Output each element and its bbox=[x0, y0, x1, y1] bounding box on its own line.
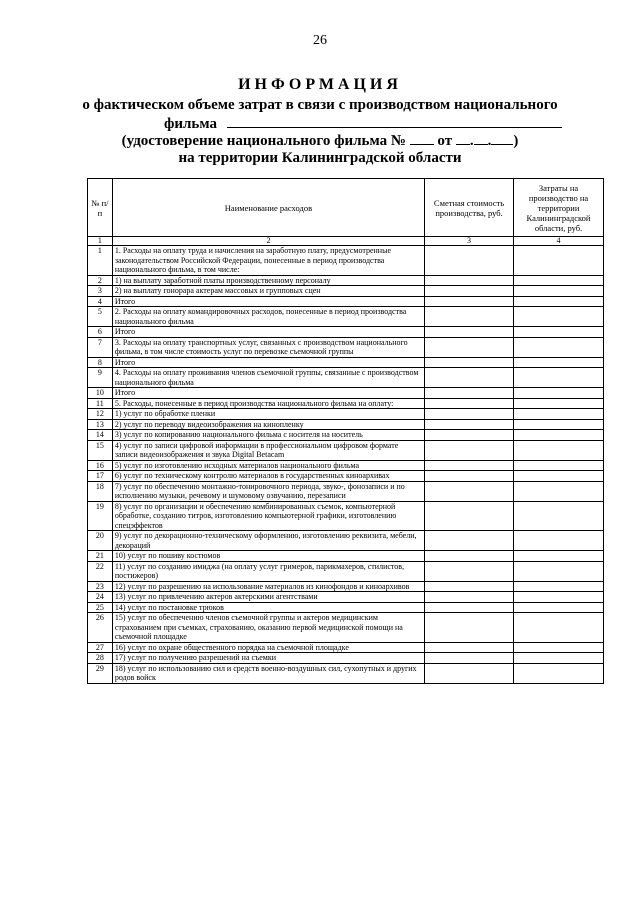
row-cost-cell[interactable] bbox=[514, 501, 604, 531]
table-row bbox=[88, 307, 604, 327]
row-cost-cell[interactable] bbox=[514, 440, 604, 460]
row-cost-cell[interactable] bbox=[514, 337, 604, 357]
row-number: 9 bbox=[88, 368, 113, 388]
table-row bbox=[88, 642, 604, 653]
document-subtitle: о фактическом объеме затрат в связи с производством национального bbox=[82, 97, 558, 113]
row-number: 18 bbox=[88, 481, 113, 501]
region-line: на территории Калининградской области bbox=[178, 150, 462, 166]
table-row bbox=[88, 663, 604, 683]
row-cost-cell[interactable] bbox=[514, 653, 604, 664]
certificate-number-blank bbox=[410, 131, 434, 145]
header-name: Наименование расходов bbox=[112, 179, 424, 237]
row-cost-cell[interactable] bbox=[514, 481, 604, 501]
row-estimate-cell[interactable] bbox=[425, 642, 514, 653]
row-estimate-cell[interactable] bbox=[425, 275, 514, 286]
row-number: 15 bbox=[88, 440, 113, 460]
row-expense-name: 11) услуг по созданию имиджа (на оплату услуг гримеров, парикмахеров, стилистов, постижеров) bbox=[112, 561, 424, 581]
row-estimate-cell[interactable] bbox=[425, 327, 514, 338]
table-row bbox=[88, 419, 604, 430]
certificate-month-blank bbox=[474, 131, 488, 145]
row-expense-name: 16) услуг по охране общественного порядка на съемочной площадке bbox=[112, 642, 424, 653]
row-cost-cell[interactable] bbox=[514, 663, 604, 683]
row-cost-cell[interactable] bbox=[514, 398, 604, 409]
row-estimate-cell[interactable] bbox=[425, 653, 514, 664]
row-expense-name: 18) услуг по использованию сил и средств военно-воздушных сил, сухопутных и других родов войск bbox=[112, 663, 424, 683]
table-row bbox=[88, 460, 604, 471]
table-row bbox=[88, 430, 604, 441]
row-number: 8 bbox=[88, 357, 113, 368]
table-row bbox=[88, 551, 604, 562]
row-number: 6 bbox=[88, 327, 113, 338]
row-number: 29 bbox=[88, 663, 113, 683]
table-row bbox=[88, 275, 604, 286]
row-expense-name: 6) услуг по техническому контролю материалов в государственных киноархивах bbox=[112, 471, 424, 482]
header-costs: Затраты на производство на территории Калининградской области, руб. bbox=[514, 179, 604, 237]
row-estimate-cell[interactable] bbox=[425, 398, 514, 409]
row-estimate-cell[interactable] bbox=[425, 613, 514, 643]
row-cost-cell[interactable] bbox=[514, 531, 604, 551]
row-estimate-cell[interactable] bbox=[425, 296, 514, 307]
row-number: 10 bbox=[88, 388, 113, 399]
table-row bbox=[88, 368, 604, 388]
row-cost-cell[interactable] bbox=[514, 602, 604, 613]
row-number: 14 bbox=[88, 430, 113, 441]
certificate-from-label: от bbox=[437, 133, 453, 149]
row-estimate-cell[interactable] bbox=[425, 388, 514, 399]
table-row bbox=[88, 296, 604, 307]
table-row bbox=[88, 409, 604, 420]
row-estimate-cell[interactable] bbox=[425, 409, 514, 420]
row-estimate-cell[interactable] bbox=[425, 501, 514, 531]
table-row bbox=[88, 531, 604, 551]
closing-paren: ) bbox=[513, 133, 519, 149]
row-expense-name: 1) на выплату заработной платы производственному персоналу bbox=[112, 275, 424, 286]
row-estimate-cell[interactable] bbox=[425, 481, 514, 501]
row-cost-cell[interactable] bbox=[514, 286, 604, 297]
row-expense-name: Итого bbox=[112, 327, 424, 338]
row-number: 20 bbox=[88, 531, 113, 551]
row-cost-cell[interactable] bbox=[514, 388, 604, 399]
row-cost-cell[interactable] bbox=[514, 357, 604, 368]
table-row bbox=[88, 337, 604, 357]
table-row bbox=[88, 602, 604, 613]
row-expense-name: 1) услуг по обработке пленки bbox=[112, 409, 424, 420]
row-expense-name: 12) услуг по разрешению на использование материалов из кинофондов и киноархивов bbox=[112, 581, 424, 592]
row-expense-name: 5. Расходы, понесенные в период производства национального фильма на оплату: bbox=[112, 398, 424, 409]
row-cost-cell[interactable] bbox=[514, 613, 604, 643]
row-cost-cell[interactable] bbox=[514, 409, 604, 420]
row-expense-name: 15) услуг по обеспечению членов съемочной группы и актеров медицинским страхованием при съемках, страхованию, оказанию первой медицинской помощи на съемочной площадке bbox=[112, 613, 424, 643]
column-number: 4 bbox=[514, 237, 604, 246]
row-number: 11 bbox=[88, 398, 113, 409]
table-row bbox=[88, 388, 604, 399]
row-number: 2 bbox=[88, 275, 113, 286]
row-cost-cell[interactable] bbox=[514, 307, 604, 327]
row-number: 16 bbox=[88, 460, 113, 471]
row-cost-cell[interactable] bbox=[514, 642, 604, 653]
table-row bbox=[88, 501, 604, 531]
column-number: 2 bbox=[112, 237, 424, 246]
film-name-blank bbox=[227, 114, 562, 128]
row-expense-name: 4. Расходы на оплату проживания членов съемочной группы, связанные с производством национального фильма bbox=[112, 368, 424, 388]
row-estimate-cell[interactable] bbox=[425, 561, 514, 581]
row-expense-name: 13) услуг по привлечению актеров актерскими агентствами bbox=[112, 592, 424, 603]
row-expense-name: 4) услуг по записи цифровой информации в профессиональном цифровом формате записи видеоизображения и звука Digital Betacam bbox=[112, 440, 424, 460]
row-number: 1 bbox=[88, 246, 113, 276]
row-number: 12 bbox=[88, 409, 113, 420]
row-expense-name: 3. Расходы на оплату транспортных услуг, связанных с производством национального фильма, в том числе стоимость услуг по перевозке съемочной группы bbox=[112, 337, 424, 357]
row-estimate-cell[interactable] bbox=[425, 368, 514, 388]
row-number: 17 bbox=[88, 471, 113, 482]
row-cost-cell[interactable] bbox=[514, 327, 604, 338]
row-expense-name: Итого bbox=[112, 388, 424, 399]
row-expense-name: 2) услуг по переводу видеоизображения на кинопленку bbox=[112, 419, 424, 430]
table-row bbox=[88, 327, 604, 338]
row-number: 3 bbox=[88, 286, 113, 297]
row-estimate-cell[interactable] bbox=[425, 419, 514, 430]
column-number: 1 bbox=[88, 237, 113, 246]
row-cost-cell[interactable] bbox=[514, 592, 604, 603]
row-number: 28 bbox=[88, 653, 113, 664]
table-row bbox=[88, 286, 604, 297]
table-row bbox=[88, 481, 604, 501]
row-number: 24 bbox=[88, 592, 113, 603]
row-cost-cell[interactable] bbox=[514, 471, 604, 482]
row-cost-cell[interactable] bbox=[514, 581, 604, 592]
row-expense-name: Итого bbox=[112, 296, 424, 307]
table-row bbox=[88, 561, 604, 581]
certificate-label: (удостоверение национального фильма № bbox=[121, 133, 406, 149]
table-row bbox=[88, 440, 604, 460]
table-header-row bbox=[88, 179, 604, 237]
table-row bbox=[88, 592, 604, 603]
date-dot-1: . bbox=[469, 133, 474, 149]
row-estimate-cell[interactable] bbox=[425, 663, 514, 683]
header-estimate: Сметная стоимость производства, руб. bbox=[425, 179, 514, 237]
certificate-year-blank bbox=[491, 131, 513, 145]
film-label: фильма bbox=[164, 116, 217, 132]
row-expense-name: 1. Расходы на оплату труда и начисления на заработную плату, предусмотренные законодательством Российской Федерации, понесенные в период производства национального фильма, в том числе: bbox=[112, 246, 424, 276]
row-expense-name: 3) услуг по копированию национального фильма с носителя на носитель bbox=[112, 430, 424, 441]
column-number: 3 bbox=[425, 237, 514, 246]
row-estimate-cell[interactable] bbox=[425, 357, 514, 368]
row-expense-name: 5) услуг по изготовлению исходных материалов национального фильма bbox=[112, 460, 424, 471]
row-cost-cell[interactable] bbox=[514, 460, 604, 471]
table-row bbox=[88, 246, 604, 276]
row-number: 26 bbox=[88, 613, 113, 643]
row-expense-name: 10) услуг по пошиву костюмов bbox=[112, 551, 424, 562]
table-row bbox=[88, 471, 604, 482]
row-estimate-cell[interactable] bbox=[425, 581, 514, 592]
row-estimate-cell[interactable] bbox=[425, 460, 514, 471]
row-expense-name: 2. Расходы на оплату командировочных расходов, понесенные в период производства национального фильма bbox=[112, 307, 424, 327]
row-cost-cell[interactable] bbox=[514, 275, 604, 286]
row-number: 19 bbox=[88, 501, 113, 531]
row-estimate-cell[interactable] bbox=[425, 286, 514, 297]
row-estimate-cell[interactable] bbox=[425, 531, 514, 551]
row-expense-name: 7) услуг по обеспечению монтажно-тонировочного периода, звуко-, фонозаписи и по исполнению музыки, речевому и шумовому озвучанию, перезаписи bbox=[112, 481, 424, 501]
row-cost-cell[interactable] bbox=[514, 419, 604, 430]
row-estimate-cell[interactable] bbox=[425, 430, 514, 441]
row-cost-cell[interactable] bbox=[514, 561, 604, 581]
row-estimate-cell[interactable] bbox=[425, 440, 514, 460]
row-estimate-cell[interactable] bbox=[425, 592, 514, 603]
row-number: 22 bbox=[88, 561, 113, 581]
row-number: 13 bbox=[88, 419, 113, 430]
row-cost-cell[interactable] bbox=[514, 368, 604, 388]
row-expense-name: 14) услуг по постановке трюков bbox=[112, 602, 424, 613]
date-dot-2: . bbox=[487, 133, 492, 149]
row-estimate-cell[interactable] bbox=[425, 602, 514, 613]
row-expense-name: Итого bbox=[112, 357, 424, 368]
expenses-table bbox=[87, 178, 604, 684]
row-expense-name: 2) на выплату гонорара актерам массовых и групповых сцен bbox=[112, 286, 424, 297]
header-num: № п/п bbox=[88, 179, 113, 237]
row-cost-cell[interactable] bbox=[514, 551, 604, 562]
certificate-line bbox=[0, 131, 640, 150]
row-estimate-cell[interactable] bbox=[425, 471, 514, 482]
row-number: 25 bbox=[88, 602, 113, 613]
row-number: 7 bbox=[88, 337, 113, 357]
table-row bbox=[88, 581, 604, 592]
row-estimate-cell[interactable] bbox=[425, 246, 514, 276]
row-estimate-cell[interactable] bbox=[425, 307, 514, 327]
certificate-day-blank bbox=[456, 131, 470, 145]
row-number: 21 bbox=[88, 551, 113, 562]
row-number: 23 bbox=[88, 581, 113, 592]
page-number: 26 bbox=[313, 33, 327, 48]
table-row bbox=[88, 653, 604, 664]
document-title: ИНФОРМАЦИЯ bbox=[238, 76, 402, 93]
column-number-row bbox=[88, 237, 604, 246]
table-row bbox=[88, 398, 604, 409]
row-expense-name: 17) услуг по получению разрешений на съемки bbox=[112, 653, 424, 664]
row-cost-cell[interactable] bbox=[514, 246, 604, 276]
row-cost-cell[interactable] bbox=[514, 430, 604, 441]
row-number: 4 bbox=[88, 296, 113, 307]
table-row bbox=[88, 613, 604, 643]
row-cost-cell[interactable] bbox=[514, 296, 604, 307]
row-expense-name: 8) услуг по организации и обеспечению комбинированных съемок, компьютерной обработке, созданию титров, изготовлению компьютерной графики, изготовлению спецэффектов bbox=[112, 501, 424, 531]
row-expense-name: 9) услуг по декорационно-техническому оформлению, изготовлению реквизита, мебели, декораций bbox=[112, 531, 424, 551]
table-row bbox=[88, 357, 604, 368]
row-estimate-cell[interactable] bbox=[425, 337, 514, 357]
row-estimate-cell[interactable] bbox=[425, 551, 514, 562]
row-number: 27 bbox=[88, 642, 113, 653]
row-number: 5 bbox=[88, 307, 113, 327]
